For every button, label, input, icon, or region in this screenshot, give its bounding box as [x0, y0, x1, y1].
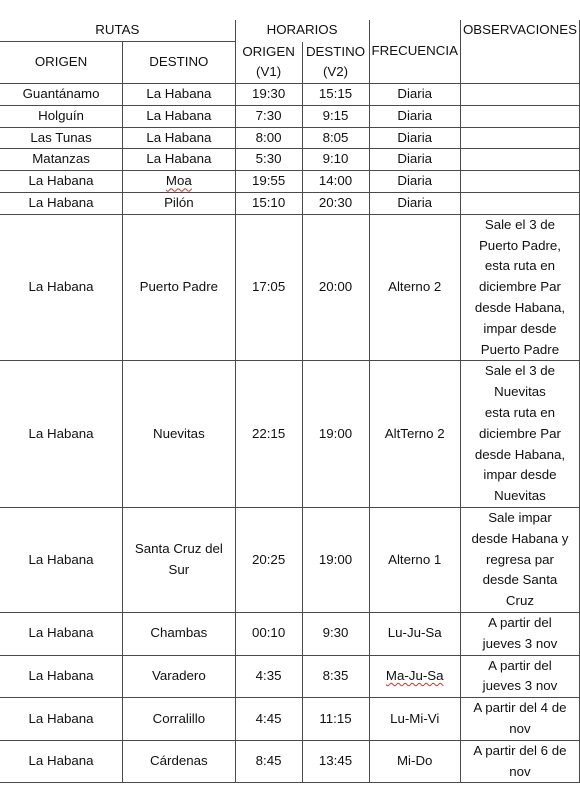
- v1-header-line1: ORIGEN: [235, 42, 302, 63]
- table-row: [0, 193, 580, 215]
- table-row: [0, 84, 580, 106]
- header-row-1: [0, 20, 580, 42]
- origen-header: ORIGEN: [0, 42, 123, 84]
- destino-cell: Varadero: [123, 655, 236, 698]
- destino-text: Moa: [165, 173, 192, 189]
- origen-cell: La Habana: [0, 613, 123, 656]
- observacion-line: esta ruta en: [484, 258, 556, 274]
- observacion-line: desde Habana y: [471, 530, 569, 546]
- v2-cell: 9:15: [302, 105, 369, 127]
- table-row: [0, 171, 580, 193]
- destino-cell: Puerto Padre: [123, 214, 236, 361]
- origen-cell: Matanzas: [0, 149, 123, 171]
- v2-cell: 9:10: [302, 149, 369, 171]
- observacion-line: A partir del 6 de: [473, 742, 567, 758]
- destino-cell: La Habana: [123, 105, 236, 127]
- v1-cell: 17:05: [235, 214, 302, 361]
- observaciones-header: OBSERVACIONES: [460, 20, 579, 84]
- frecuencia-header-cell: [369, 20, 460, 84]
- observaciones-cell: [460, 84, 579, 106]
- origen-cell: La Habana: [0, 698, 123, 741]
- table-row: [0, 740, 580, 783]
- table-row: [0, 127, 580, 149]
- origen-cell: La Habana: [0, 193, 123, 215]
- destino-cell: [123, 171, 236, 193]
- v1-header-line2: (V1): [235, 62, 302, 83]
- rutas-header: RUTAS: [0, 20, 235, 42]
- destino-cell: Chambas: [123, 613, 236, 656]
- v2-cell: 13:45: [302, 740, 369, 783]
- v2-cell: 20:00: [302, 214, 369, 361]
- schedule-table: [0, 20, 580, 783]
- observacion-line: Puerto Padre: [480, 341, 560, 357]
- observacion-line: diciembre Par: [478, 279, 561, 295]
- frecuencia-cell: Lu-Ju-Sa: [369, 613, 460, 656]
- observaciones-cell: [460, 193, 579, 215]
- v2-cell: 9:30: [302, 613, 369, 656]
- observaciones-cell: [460, 105, 579, 127]
- v1-cell: 20:25: [235, 508, 302, 613]
- origen-cell: La Habana: [0, 655, 123, 698]
- table-row: [0, 698, 580, 741]
- v2-cell: 11:15: [302, 698, 369, 741]
- frecuencia-cell: Alterno 1: [369, 508, 460, 613]
- origen-cell: Holguín: [0, 105, 123, 127]
- v2-cell: 19:00: [302, 361, 369, 508]
- observacion-line: nov: [509, 721, 531, 736]
- frecuencia-text: Ma-Ju-Sa: [385, 668, 444, 683]
- frecuencia-cell: Diaria: [369, 149, 460, 171]
- v1-cell: 8:00: [235, 127, 302, 149]
- frecuencia-cell: Lu-Mi-Vi: [369, 698, 460, 741]
- v1-cell: 19:30: [235, 84, 302, 106]
- origen-cell: La Habana: [0, 508, 123, 613]
- observacion-line: desde Habana,: [474, 446, 566, 462]
- v1-cell: 5:30: [235, 149, 302, 171]
- frecuencia-cell: Diaria: [369, 193, 460, 215]
- observacion-line: Sale impar: [488, 510, 552, 526]
- observaciones-cell: [460, 698, 579, 741]
- observaciones-cell: [460, 214, 579, 361]
- frecuencia-cell: [369, 655, 460, 698]
- observacion-line: Sale el 3 de: [484, 363, 556, 379]
- frecuencia-cell: Diaria: [369, 105, 460, 127]
- origen-cell: La Habana: [0, 740, 123, 783]
- observacion-line: nov: [509, 763, 531, 779]
- observaciones-cell: [460, 508, 579, 613]
- v1-cell: 19:55: [235, 171, 302, 193]
- origen-cell: Guantánamo: [0, 84, 123, 106]
- table-row: [0, 214, 580, 361]
- v2-header-line2: (V2): [302, 62, 369, 83]
- v1-cell: 4:45: [235, 698, 302, 741]
- frecuencia-header: FRECUENCIA: [371, 43, 458, 58]
- observacion-line: desde Santa: [482, 572, 558, 588]
- v2-cell: 8:05: [302, 127, 369, 149]
- observacion-line: A partir del 4 de: [473, 700, 567, 716]
- observacion-line: Puerto Padre,: [478, 237, 561, 253]
- frecuencia-cell: Mi-Do: [369, 740, 460, 783]
- frecuencia-cell: Diaria: [369, 127, 460, 149]
- destino-cell: Nuevitas: [123, 361, 236, 508]
- destino-header: DESTINO: [123, 42, 236, 84]
- table-row: [0, 105, 580, 127]
- observacion-line: Nuevitas: [494, 488, 546, 504]
- v2-cell: 14:00: [302, 171, 369, 193]
- destino-cell: Pilón: [123, 193, 236, 215]
- observaciones-cell: [460, 149, 579, 171]
- observacion-line: Cruz: [505, 593, 534, 609]
- destino-line: Sur: [168, 562, 190, 578]
- v1-cell: 00:10: [235, 613, 302, 656]
- frecuencia-cell: AltTerno 2: [369, 361, 460, 508]
- observaciones-cell: [460, 655, 579, 698]
- observaciones-cell: [460, 171, 579, 193]
- v2-cell: 19:00: [302, 508, 369, 613]
- frecuencia-cell: Alterno 2: [369, 214, 460, 361]
- table-row: [0, 508, 580, 613]
- v2-cell: 8:35: [302, 655, 369, 698]
- v1-cell: 7:30: [235, 105, 302, 127]
- observacion-line: impar desde: [483, 467, 557, 483]
- observacion-line: jueves 3 nov: [482, 678, 558, 694]
- destino-line: Santa Cruz del: [134, 541, 223, 557]
- frecuencia-cell: Diaria: [369, 171, 460, 193]
- destino-cell: La Habana: [123, 84, 236, 106]
- observacion-line: esta ruta en: [484, 405, 556, 421]
- origen-cell: La Habana: [0, 361, 123, 508]
- destino-cell: Cárdenas: [123, 740, 236, 783]
- observaciones-cell: [460, 127, 579, 149]
- destino-cell: Corralillo: [123, 698, 236, 741]
- v1-cell: 15:10: [235, 193, 302, 215]
- table-row: [0, 361, 580, 508]
- observacion-line: jueves 3 nov: [482, 635, 558, 651]
- v2-cell: 20:30: [302, 193, 369, 215]
- table-row: [0, 655, 580, 698]
- v2-header-line1: DESTINO: [302, 42, 369, 63]
- observacion-line: impar desde: [483, 320, 557, 336]
- table-row: [0, 149, 580, 171]
- observacion-line: Nuevitas: [494, 384, 546, 400]
- observacion-line: diciembre Par: [478, 425, 561, 441]
- table-row: [0, 613, 580, 656]
- destino-cell: La Habana: [123, 127, 236, 149]
- observacion-line: Sale el 3 de: [484, 216, 556, 232]
- observaciones-cell: [460, 361, 579, 508]
- origen-cell: La Habana: [0, 214, 123, 361]
- observacion-line: desde Habana,: [474, 300, 566, 316]
- observacion-line: A partir del: [488, 657, 552, 673]
- horarios-header: HORARIOS: [235, 20, 369, 42]
- v1-cell: 8:45: [235, 740, 302, 783]
- v1-cell: 22:15: [235, 361, 302, 508]
- observacion-line: A partir del: [488, 615, 552, 631]
- v1-cell: 4:35: [235, 655, 302, 698]
- origen-cell: Las Tunas: [0, 127, 123, 149]
- origen-cell: La Habana: [0, 171, 123, 193]
- destino-cell: [123, 508, 236, 613]
- v2-cell: 15:15: [302, 84, 369, 106]
- frecuencia-cell: Diaria: [369, 84, 460, 106]
- observaciones-cell: [460, 740, 579, 783]
- destino-cell: La Habana: [123, 149, 236, 171]
- observaciones-cell: [460, 613, 579, 656]
- observacion-line: regresa par: [485, 551, 554, 567]
